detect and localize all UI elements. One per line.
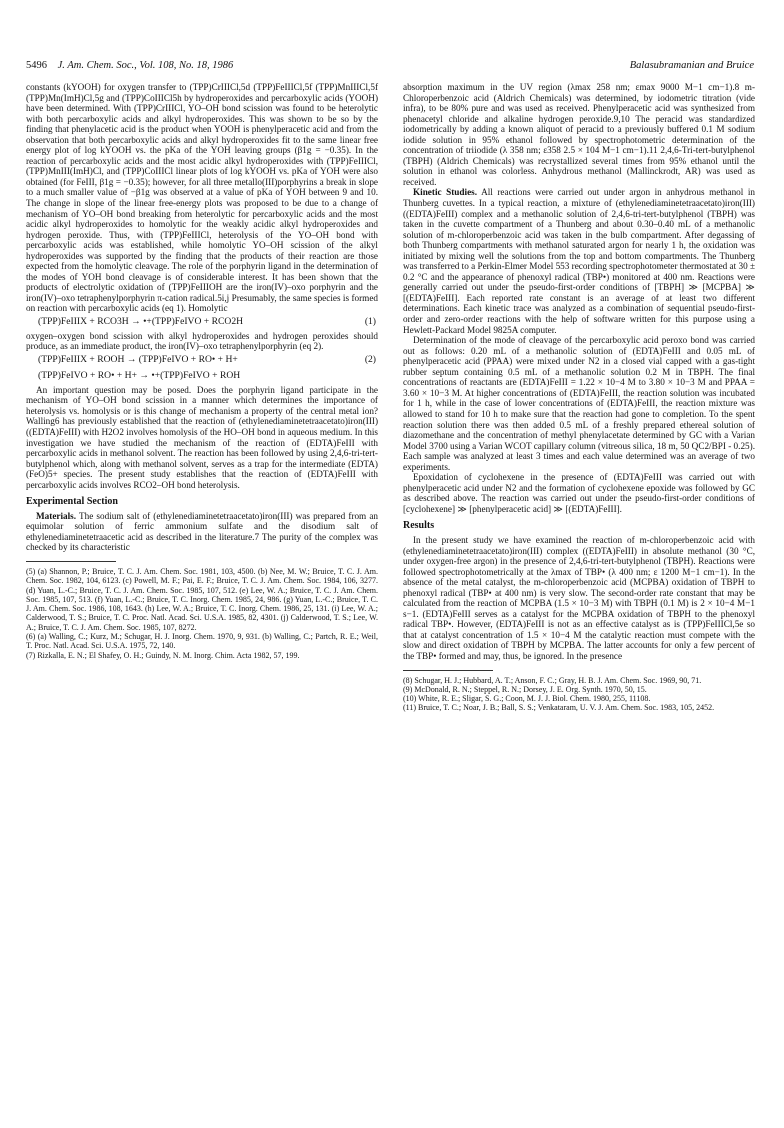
right-column <box>403 82 755 713</box>
footnote-divider <box>26 561 116 562</box>
equation-2a <box>26 352 378 369</box>
footnote-9: (9) McDonald, R. N.; Steppel, R. N.; Dorsey, J. E. Org. Synth. 1970, 50, 15. <box>403 684 647 694</box>
equation-1-number: (1) <box>364 316 376 328</box>
left-column <box>26 82 378 660</box>
running-authors: Balasubramanian and Bruice <box>629 60 754 71</box>
materials-paragraph <box>26 511 378 553</box>
materials-text: The sodium salt of (ethylenediaminetetraacetato)iron(III) was prepared from an equimolar solution of ferric ammonium sulfate and the disodium salt of ethylenediaminetetraacetic acid as described in the literature.7 The purity of the complex was checked by its characteristic <box>26 510 378 553</box>
footnote-11: (11) Bruice, T. C.; Noar, J. B.; Ball, S. S.; Venkataram, U. V. J. Am. Chem. Soc. 1983, 105, 2452. <box>403 703 715 713</box>
footnote-7: (7) Rizkalla, E. N.; El Shafey, O. H.; Guindy, N. M. Inorg. Chim. Acta 1982, 57, 199. <box>26 650 300 660</box>
footnote-divider-right <box>403 670 493 671</box>
homolytic-paragraph: oxygen–oxygen bond scission with alkyl hydroperoxides and hydrogen peroxides should produce, as an immediate product, the iron(IV)–oxo tetraphenylporphyrin (eq 2). <box>26 330 378 352</box>
kinetic-runin: Kinetic Studies. <box>413 187 478 198</box>
running-header <box>26 60 754 74</box>
equation-2a-text: (TPP)FeIIIX + ROOH → (TPP)FeIVO + RO• + H+ <box>38 353 238 365</box>
equation-1 <box>26 314 378 331</box>
kinetic-paragraph <box>403 187 755 335</box>
results-paragraph: In the present study we have examined the reaction of m-chloroperbenzoic acid with (ethylenediaminetetraacetato)iron(III) complex ((EDTA)FeIII) in absolute methanol (30 °C, under oxygen-free argon) in the presence of 2,4,6-tri-tert-butylphenol (TBPH). Reactions were followed spectrophotometrically at the λmax of TBP• (λ 400 nm; ε 1200 M−1 cm−1). In the absence of the metal catalyst, the m-chloroperbenzoic acid (MCPBA) oxidation of TBPH to phenoxyl radical (TBP• at 400 nm) is very slow. The second-order rate constant that may be calculated from the reaction of MCPBA (1.5 × 10−3 M) with TBPH (0.1 M) is 2 × 10−4 M−1 s−1. (EDTA)FeIII serves as a catalyst for the MCPBA oxidation of TBPH to the phenoxyl radical TBP•. However, (EDTA)FeIII is not as an effective catalyst as is (TPP)FeIIICl,5e so that at catalyst concentration of 1.5 × 10−4 M the catalytic reaction must compete with the slow and direct oxidation of TBPH by MCPBA. The latter accounts for only a few percent of the TBP• formed and may, thus, be ignored. In the presence <box>403 534 755 661</box>
epoxidation-paragraph: Epoxidation of cyclohexene in the presence of (EDTA)FeIII was carried out with phenylperacetic acid under N2 and the formation of cyclohexene epoxide was followed by GC as described above. The reaction was carried out under the pseudo-first-order conditions of [cyclohexene] ≫ [phenylperacetic acid] ≫ [(EDTA)FeIII]. <box>403 472 755 514</box>
equation-2b-text: (TPP)FeIVO + RO• + H+ → •+(TPP)FeIVO + ROH <box>38 370 241 382</box>
page-number: 5496 <box>26 60 47 71</box>
equation-2-number: (2) <box>364 353 376 365</box>
question-paragraph: An important question may be posed. Does the porphyrin ligand participate in the mechanism of YO–OH bond scission in a manner which determines the importance of heterolysis vs. homolysis or is this change of mechanism a property of the central metal ion? Walling6 has previously established that the reaction of (ethylenediaminetetraacetato)iron(III) ((EDTA)FeIII) with H2O2 involves homolysis of the HO–OH bond in aqueous medium. In this investigation we have studied the mechanism of the reaction of (EDTA)FeIII with percarboxylic acids in methanol solvent. The reaction has been followed by using 2,4,6-tri-tert-butylphenol which, along with methanol solvent, serves as a trap for the intermediate (EDTA)(FeO)5+ species. The present study establishes that the reaction of (EDTA)FeIII with percarboxylic acids involves RCO2–OH bond heterolysis. <box>26 384 378 490</box>
equation-1-text: (TPP)FeIIIX + RCO3H → •+(TPP)FeIVO + RCO2H <box>38 316 244 328</box>
equation-2b <box>26 368 378 385</box>
footnote-5: (5) (a) Shannon, P.; Bruice, T. C. J. Am. Chem. Soc. 1981, 103, 4500. (b) Nee, M. W.; Bruice, T. C. J. Am. Chem. Soc. 1982, 104, 6123. (c) Powell, M. F.; Pai, E. F.; Bruice, T. C. J. Am. Chem. Soc. 1984, 106, 3277. (d) Yuan, L.-C.; Bruice, T. C. J. Am. Chem. Soc. 1985, 107, 512. (e) Lee, W. A.; Bruice, T. C. J. Am. Chem. Soc. 1985, 107, 513. (f) Yuan, L.-C.; Bruice, T. C. Inorg. Chem. 1985, 24, 986. (g) Yuan, L.-C.; Bruice, T. C. J. Am. Chem. Soc. 1986, 108, 1643. (h) Lee, W. A.; Bruice, T. C. Inorg. Chem. 1986, 25, 131. (i) Lee, W. A.; Calderwood, T. S.; Bruice, T. C. Proc. Natl. Acad. Sci. U.S.A. 1985, 82, 4301. (j) Calderwood, T. S.; Lee, W. A.; Bruice, T. C. J. Am. Chem. Soc. 1985, 107, 8272. <box>26 566 378 632</box>
materials-continued-paragraph: absorption maximum in the UV region (λmax 258 nm; εmax 9000 M−1 cm−1).8 m-Chloroperbenzoic acid (Aldrich Chemicals) was determined, by iodometric titration (vide infra), to be 80% pure and was used as received. Phenylperacetic acid was synthesized from phenacetyl chloride and alkaline hydrogen peroxide.9,10 The peracid was standardized iodometrically by adding a known aliquot of peracid to a previously buffered 0.1 M sodium iodide solution in 95% ethanol followed by spectrophotometric determination of the concentration of triiodide (λ 358 nm; ε358 2.5 × 104 M−1 cm−1).11 2,4,6-Tri-tert-butylphenol (TBPH) (Aldrich Chemicals) was recrystallized several times from 95% ethanol until the solution in ethanol was colorless. Anhydrous methanol (Mallinckrodt, AR) was used as received. <box>403 82 755 187</box>
kinetic-text: All reactions were carried out under argon in anhydrous methanol in Thunberg cuvettes. In a typical reaction, a mixture of (ethylenediaminetetraacetato)iron(III) ((EDTA)FeIII) complex and a methanolic solution of 2,4,6-tri-tert-butylphenol (TBPH) was taken in the cuvette compartment of a Thunberg and about 0.30–0.40 mL of a methanolic solution of m-chloroperbenzoic acid was taken in the bulb compartment. After degassing of both Thunberg compartments with methanol saturated argon for nearly 1 h, the oxidation was initiated by mixing well the solutions from the top and bottom compartments. The Thunberg was transferred to a Perkin-Elmer Model 553 recording spectrophotometer thermostated at 30 ± 0.2 °C and the appearance of phenoxyl radical (TBP•) monitored at 400 nm. Reactions were generally carried out under the pseudo-first-order conditions of [TBPH] ≫ [MCPBA] ≫ [(EDTA)FeIII]. Each reported rate constant is an average of at least two different determinations. Each kinetic trace was analyzed as a combination of sequential pseudo-first-order and zero-order reactions with the help of software written for this purpose using a Hewlett-Packard Model 9825A computer. <box>403 187 756 335</box>
footnote-6: (6) (a) Walling, C.; Kurz, M.; Schugar, H. J. Inorg. Chem. 1970, 9, 931. (b) Walling, C.; Partch, R. E.; Weil, T. Proc. Natl. Acad. Sci. U.S.A. 1975, 72, 140. <box>26 632 378 651</box>
journal-citation: J. Am. Chem. Soc., Vol. 108, No. 18, 1986 <box>57 60 234 71</box>
experimental-section-heading: Experimental Section <box>26 496 118 508</box>
footnote-10: (10) White, R. E.; Sligar, S. G.; Coon, M. J. J. Biol. Chem. 1980, 255, 11108. <box>403 694 651 704</box>
intro-paragraph: constants (kYOOH) for oxygen transfer to (TPP)CrIIICl,5d (TPP)FeIIICl,5f (TPP)MnIIICl,5f (TPP)Mn(ImH)Cl,5g and (TPP)CoIIICl5h by hydroperoxides and percarboxylic acids (YOOH) have been determined. With (TPP)CrIIICl, YO–OH bond scission was found to be heterolytic with both percarboxylic acids and alkyl hydroperoxides. This was shown to be so by the finding that phenylacetic acid is the product when YOOH is phenylperacetic acid and from the observation that both percarboxylic acids and alkyl hydroperoxides fit to the same linear free energy plot of log kYOOH vs. the pKa of the YOH leaving groups (β1g = −0.35). In the reaction of percarboxylic acids and the most acidic alkyl hydroperoxides with (TPP)FeIIICl, (TPP)MnIII(ImH)Cl, and (TPP)CoIIICl linear plots of log kYOOH vs. pKa of YOH were also obtained (for FeIII, β1g = −0.35); however, for all three metallo(III)porphyrins a break in slope to a much smaller value of −β1g was observed at a value of pKa of YOH between 9 and 10. The change in slope of the linear free-energy plots was proposed to be due to a change of mechanism of YO–OH bond breaking from heterolytic for percarboxylic acids and the most acidic alkyl hydroperoxides to homolytic for the weakly acidic alkyl hydroperoxides and hydrogen peroxide. Thus, with (TPP)FeIIICl, heterolysis of the YO–OH bond with percarboxylic acids was established, while homolytic YO–OH scission of the alkyl hydroperoxides was supported by the finding that the products of their reaction are those expected from the homolytic cleavage. The role of the porphyrin ligand in the determination of the modes of YOH bond cleavage is of considerable interest. It has been shown that the products of electrolytic oxidation of (TPP)FeIIIOH are the iron(IV)–oxo porphyrin and the iron(IV)–oxo tetraphenylporphyrin π-cation radical.5i,j Presumably, the same species is formed on reaction with percarboxylic acids (eq 1). Homolytic <box>26 82 378 314</box>
cleavage-paragraph: Determination of the mode of cleavage of the percarboxylic acid peroxo bond was carried out as follows: 0.20 mL of a methanolic solution of (EDTA)FeIII and 0.05 mL of phenylperacetic acid (PPAA) were mixed under N2 in a closed vial capped with a gas-tight rubber septum containing 0.5 mL of a methanolic solution 0.2 M in TBPH. The final concentrations of reactants are (EDTA)FeIII = 1.22 × 10−4 M to 3.80 × 10−3 M and PPAA = 3.60 × 10−3 M. At higher concentrations of (EDTA)FeIII, the reaction solution was incubated for 1 h, while in the case of lower concentrations of (EDTA)FeIII, the reaction mixture was allowed to stand for 10 h to make sure that the reaction had gone to completion. To the spent reaction solution there was then added 0.5 mL of a freshly prepared ethereal solution of diazomethane and the concentration of methyl phenylacetate determined by GC with a Varian Model 3700 using a Varian WCOT capillary column (vitreous silica, 18 m, 50 QC2/BPI - 0.25). Each sample was analyzed at least 3 times and each value determined was an average of two experiments. <box>403 335 755 472</box>
footnote-8: (8) Schugar, H. J.; Hubbard, A. T.; Anson, F. C.; Gray, H. B. J. Am. Chem. Soc. 1969, 90, 71. <box>403 675 702 685</box>
materials-runin: Materials. <box>36 510 77 521</box>
results-heading: Results <box>403 520 435 532</box>
